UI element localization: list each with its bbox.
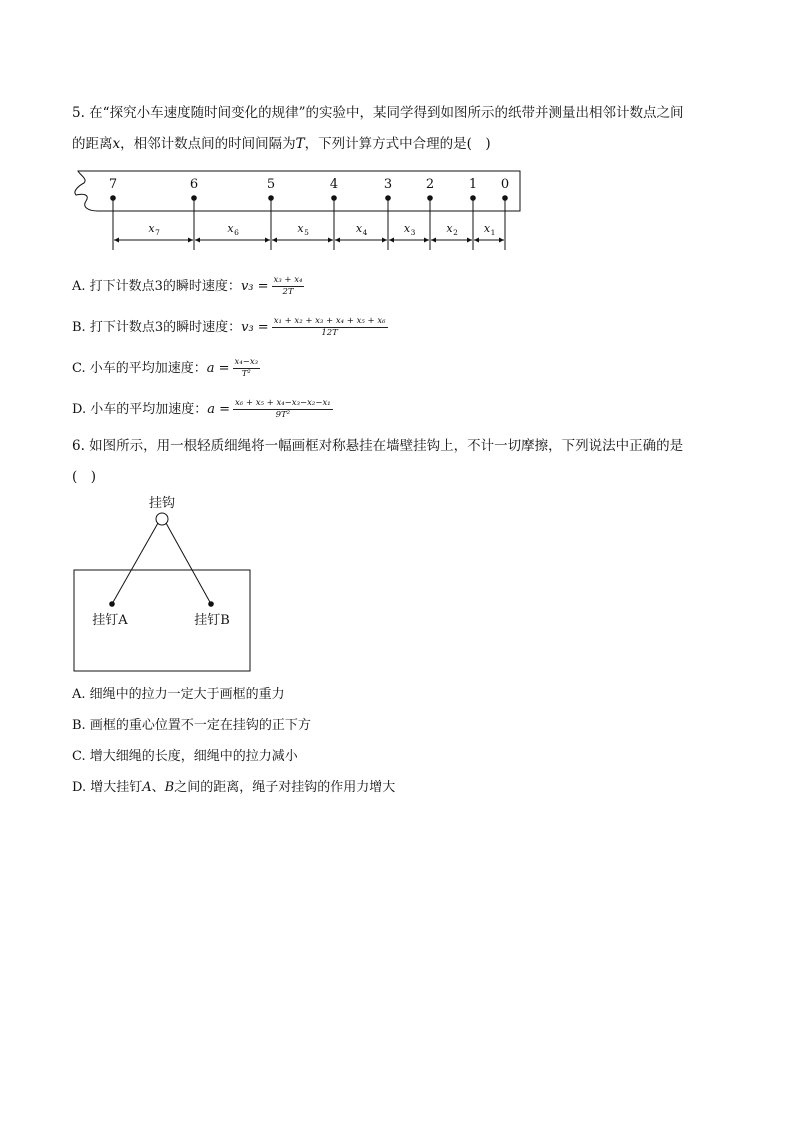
q5-stem-var-T: T (295, 136, 305, 152)
paper-tape-figure (70, 165, 530, 265)
segment-arrowhead-right (188, 238, 193, 243)
q5-option-a-fraction (272, 275, 305, 298)
nail-a-dot (109, 601, 115, 607)
q5-option-a-denominator: 2T (282, 287, 294, 297)
q5-option-b-fraction (272, 316, 388, 339)
segment-arrowhead-right (424, 238, 429, 243)
q6-option-d-text-b: 之间的距离，绳子对挂钩的作用力增大 (174, 780, 396, 795)
segment-arrowhead-left (474, 238, 479, 243)
nail-b-label: 挂钉B (194, 613, 230, 628)
segment-arrowhead-right (265, 238, 270, 243)
tape-point-label: 0 (500, 177, 510, 192)
segment-label: x (403, 222, 411, 235)
segment-label-subscript: 1 (490, 228, 496, 237)
q5-option-a-label: A. 打下计数点3的瞬时速度： (72, 279, 241, 294)
tape-point-label: 7 (108, 177, 118, 192)
q5-option-b-label: B. 打下计数点3的瞬时速度： (72, 320, 242, 335)
nail-a-label: 挂钉A (92, 613, 128, 628)
q5-option-d-label: D. 小车的平均加速度： (72, 402, 208, 417)
q5-option-a-numerator: x₃ + x₄ (273, 275, 303, 285)
segment-label-subscript: 5 (304, 228, 309, 237)
segment-arrowhead-right (382, 238, 387, 243)
q5-option-d-denominator: 9T² (275, 410, 291, 420)
picture-frame-figure (70, 490, 260, 676)
q6-option-d-sep: 、 (151, 780, 165, 795)
q5-option-c[interactable] (72, 357, 260, 380)
hook-label: 挂钩 (148, 496, 176, 511)
q5-option-d[interactable] (72, 398, 333, 421)
string-right (166, 523, 211, 604)
q5-option-b-lhs: v₃ = (241, 320, 269, 335)
paper-tape-outline (75, 171, 520, 211)
q5-option-c-denominator: T² (241, 369, 251, 379)
segment-arrowhead-left (195, 238, 200, 243)
q5-option-d-fraction (233, 398, 333, 421)
q5-option-b[interactable] (72, 316, 388, 339)
nail-b-dot (208, 601, 214, 607)
q5-stem-text-c: ，下列计算方式中合理的是( ) (304, 136, 491, 152)
segment-arrowhead-right (328, 238, 333, 243)
q6-option-d[interactable] (72, 778, 395, 798)
tape-points (109, 177, 509, 250)
q6-stem-line2: ( ) (72, 469, 97, 485)
segment-arrowhead-left (389, 238, 394, 243)
segment-arrowhead-right (499, 238, 504, 243)
q6-option-a[interactable]: A. 细绳中的拉力一定大于画框的重力 (72, 687, 285, 702)
q5-option-b-numerator: x₁ + x₂ + x₃ + x₄ + x₅ + x₆ (273, 316, 386, 326)
segment-label-subscript: 7 (155, 228, 160, 237)
segment-arrowhead-left (272, 238, 277, 243)
q5-option-b-denominator: 12T (321, 328, 338, 338)
q5-option-a[interactable] (72, 275, 304, 298)
segment-label: x (446, 222, 453, 235)
q5-stem-text-b: ，相邻计数点间的时间间隔为 (120, 136, 296, 152)
segment-label-subscript: 4 (362, 228, 368, 237)
q5-stem-var-x: x (112, 136, 121, 152)
q6-option-d-var-a: A (142, 780, 152, 795)
q5-stem-text-a: 的距离 (72, 136, 113, 152)
q5-stem-line2 (72, 134, 491, 154)
q5-option-c-lhs: a = (206, 361, 230, 376)
q6-option-d-text-a: D. 增大挂钉 (72, 780, 143, 795)
q6-option-c[interactable]: C. 增大细绳的长度，细绳中的拉力减小 (72, 749, 298, 764)
segment-label: x (297, 222, 304, 235)
tape-point-label: 3 (383, 177, 393, 192)
tape-point-label: 5 (266, 177, 276, 192)
q5-option-d-numerator: x₆ + x₅ + x₄−x₃−x₂−x₁ (235, 398, 331, 408)
q5-option-c-label: C. 小车的平均加速度： (72, 361, 207, 376)
segment-arrowhead-left (431, 238, 436, 243)
q5-option-c-fraction (233, 357, 261, 380)
segment-label: x (148, 222, 155, 235)
tape-segments (114, 222, 504, 243)
tape-point-label: 2 (425, 177, 435, 192)
q5-option-a-lhs: v₃ = (240, 279, 269, 294)
tape-point-label: 6 (189, 177, 199, 192)
segment-arrowhead-left (335, 238, 340, 243)
q5-option-d-lhs: a = (207, 402, 231, 417)
segment-label: x (355, 222, 363, 235)
string-left (112, 523, 158, 604)
segment-label-subscript: 3 (410, 228, 416, 237)
q6-stem-line1: 6. 如图所示，用一根轻质细绳将一幅画框对称悬挂在墙壁挂钩上，不计一切摩擦，下列说法中正确的是 (72, 438, 684, 454)
q6-option-d-var-b: B (164, 780, 175, 795)
segment-arrowhead-right (467, 238, 472, 243)
q6-option-b[interactable]: B. 画框的重心位置不一定在挂钩的正下方 (72, 718, 311, 733)
q5-option-c-numerator: x₄−x₃ (234, 357, 259, 367)
segment-arrowhead-left (114, 238, 119, 243)
segment-label-subscript: 6 (234, 228, 239, 237)
segment-label: x (483, 222, 491, 235)
tape-point-label: 4 (329, 177, 339, 192)
tape-point-label: 1 (468, 177, 478, 192)
segment-label-subscript: 2 (453, 228, 458, 237)
segment-label: x (227, 222, 234, 235)
q5-stem-line1: 5. 在“探究小车速度随时间变化的规律”的实验中，某同学得到如图所示的纸带并测量出相邻计数点之间 (72, 105, 684, 121)
